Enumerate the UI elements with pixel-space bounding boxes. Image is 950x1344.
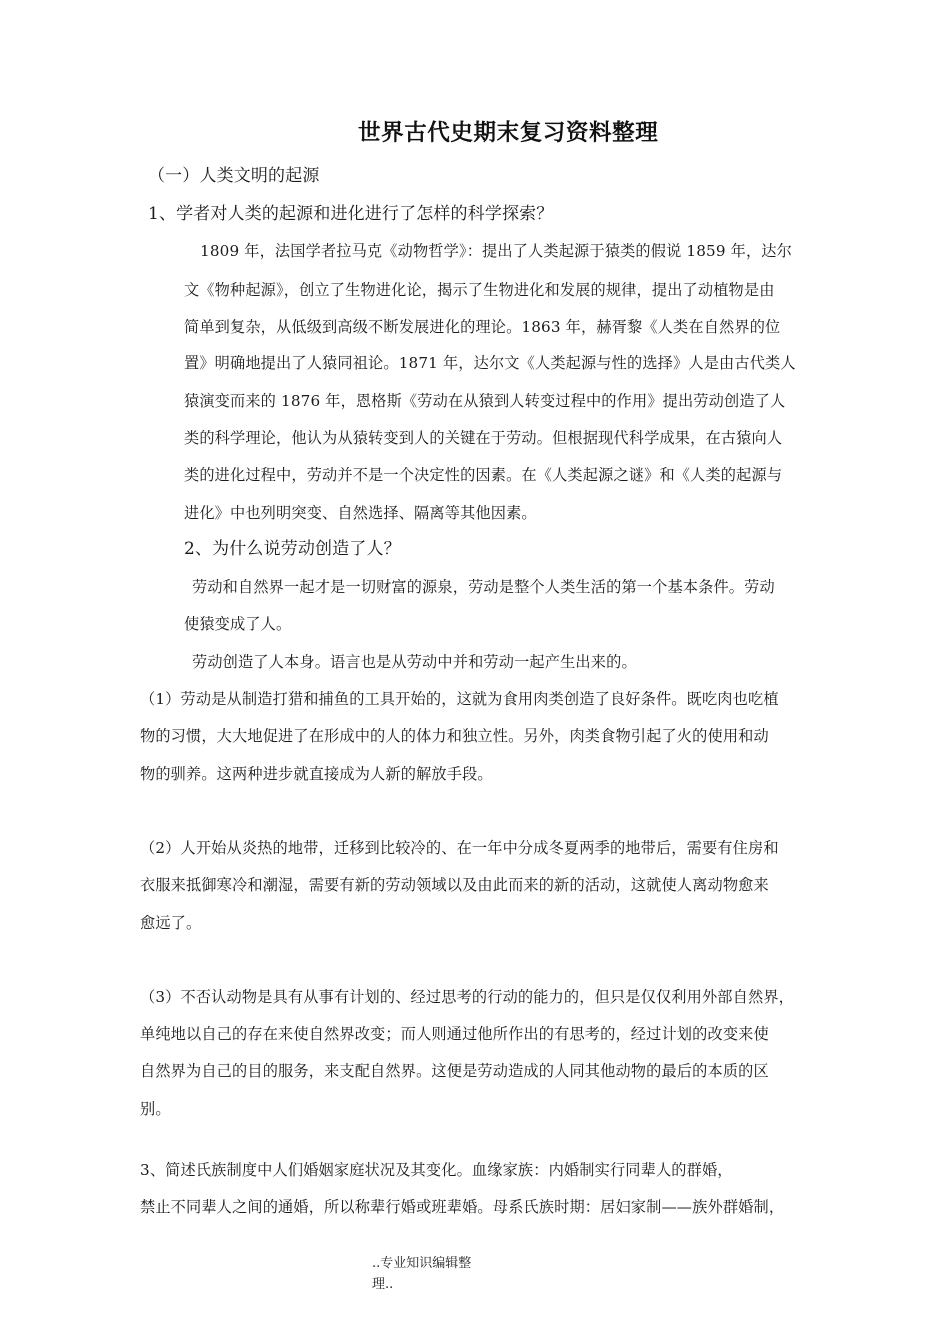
point-1-line: 物的驯养。这两种进步就直接成为人新的解放手段。 — [140, 765, 493, 783]
footer-text: ..专业知识编辑整 — [372, 1256, 472, 1271]
q2-line: 劳动和自然界一起才是一切财富的源泉，劳动是整个人类生活的第一个基本条件。劳动 — [192, 578, 775, 596]
page-title: 世界古代史期末复习资料整理 — [358, 120, 659, 146]
point-2-line: 愈远了。 — [140, 914, 202, 932]
q1-line: 进化》中也列明突变、自然选择、隔离等其他因素。 — [184, 504, 537, 522]
q1-line: 类的科学理论，他认为从猿转变到人的关键在于劳动。但根据现代科学成果，在古猿向人 — [184, 429, 783, 447]
q1-line: 猿演变而来的 1876 年，恩格斯《劳动在从猿到人转变过程中的作用》提出劳动创造了人 — [184, 392, 786, 410]
question-3-line: 3、简述氏族制度中人们婚姻家庭状况及其变化。血缘家族：内婚制实行同辈人的群婚， — [140, 1161, 733, 1179]
q1-line: 简单到复杂，从低级到高级不断发展进化的理论。1863 年，赫胥黎《人类在自然界的位 — [184, 318, 781, 336]
point-1-line: （1）劳动是从制造打猎和捕鱼的工具开始的，这就为食用肉类创造了良好条件。既吃肉也吃植 — [140, 690, 779, 708]
point-3-line: 别。 — [140, 1100, 171, 1118]
q1-line: 1809 年，法国学者拉马克《动物哲学》：提出了人类起源于猿类的假说 1859 年，达尔 — [200, 242, 792, 260]
q1-line: 文《物种起源》，创立了生物进化论，揭示了生物进化和发展的规律，提出了动植物是由 — [184, 281, 775, 299]
point-3-line: （3）不否认动物是具有从事有计划的、经过思考的行动的能力的，但只是仅仅利用外部自然界， — [140, 988, 794, 1006]
question-3-line: 禁止不同辈人之间的通婚，所以称辈行婚或班辈婚。母系氏族时期：居妇家制——族外群婚制， — [140, 1198, 785, 1216]
point-2-line: 衣服来抵御寒冷和潮湿，需要有新的劳动领域以及由此而来的新的活动，这就使人离动物愈来 — [140, 876, 769, 894]
q2-line: 使猿变成了人。 — [184, 615, 292, 633]
point-2-line: （2）人开始从炎热的地带，迁移到比较冷的、在一年中分成冬夏两季的地带后，需要有住房和 — [140, 839, 779, 857]
point-3-line: 单纯地以自己的存在来使自然界改变；而人则通过他所作出的有思考的，经过计划的改变来使 — [140, 1025, 769, 1043]
q1-line: 类的进化过程中，劳动并不是一个决定性的因素。在《人类起源之谜》和《人类的起源与 — [184, 466, 783, 484]
q2-line: 劳动创造了人本身。语言也是从劳动中并和劳动一起产生出来的。 — [192, 653, 637, 671]
question-1: 1、学者对人类的起源和进化进行了怎样的科学探索？ — [148, 204, 554, 224]
section-heading: （一）人类文明的起源 — [148, 166, 320, 186]
point-3-line: 自然界为自己的目的服务，来支配自然界。这便是劳动造成的人同其他动物的最后的本质的区 — [140, 1062, 769, 1080]
q1-line: 置》明确地提出了人猿同祖论。1871 年，达尔文《人类起源与性的选择》人是由古代类人 — [184, 354, 796, 372]
question-2: 2、为什么说劳动创造了人？ — [184, 539, 401, 559]
footer-text: 理.. — [372, 1277, 394, 1292]
point-1-line: 物的习惯，大大地促进了在形成中的人的体力和独立性。另外，肉类食物引起了火的使用和动 — [140, 727, 769, 745]
